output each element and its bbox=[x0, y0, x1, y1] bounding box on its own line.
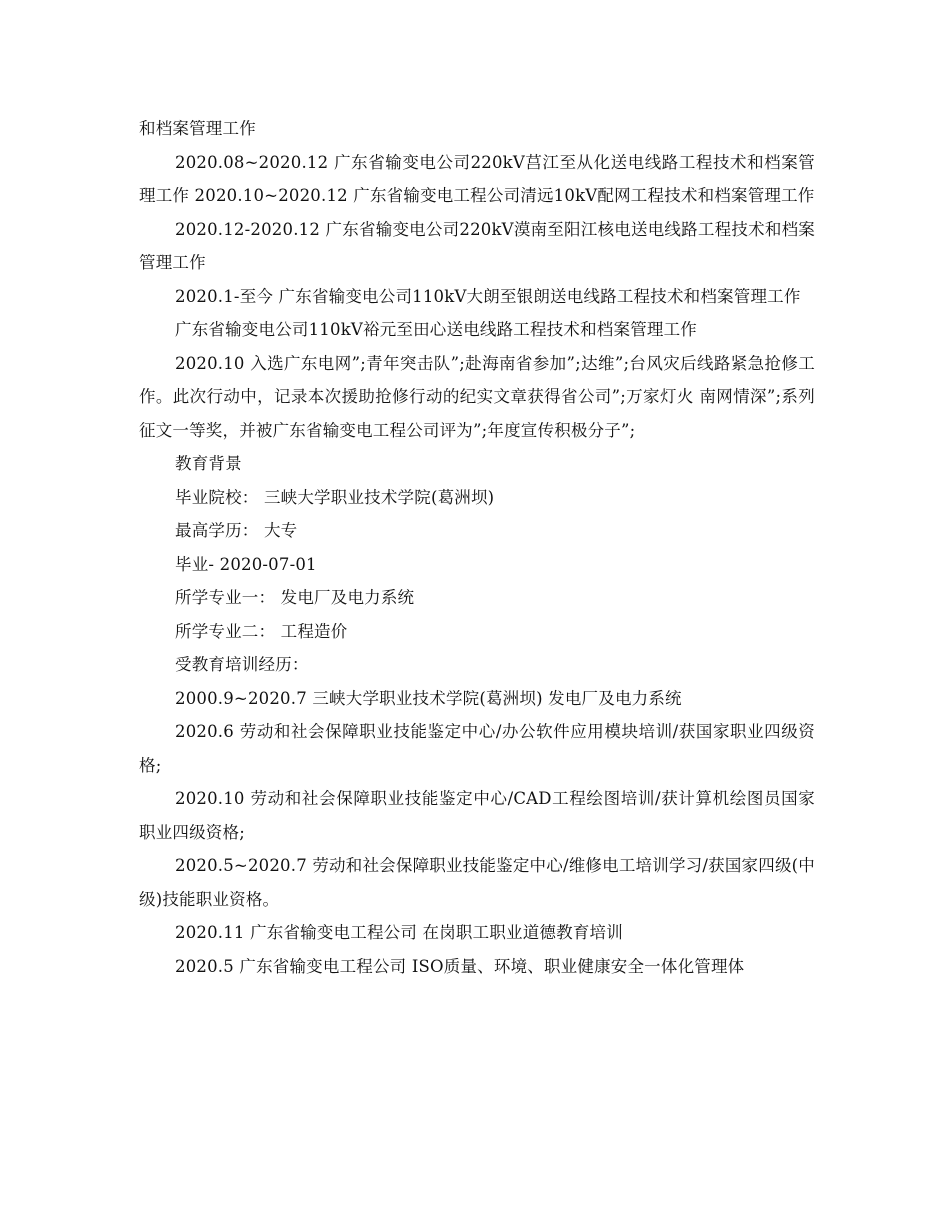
document-body bbox=[139, 112, 815, 983]
paragraph-work-2020-1: 2020.1-至今 广东省输变电公司110kV大朗至银朗送电线路工程技术和档案管理工作 bbox=[175, 286, 801, 306]
training-item-2020-11: 2020.11 广东省输变电工程公司 在岗职工职业道德教育培训 bbox=[175, 923, 623, 942]
section-heading-education: 教育背景 bbox=[175, 454, 242, 473]
paragraph-award-2020-10: 2020.10 入选广东电网”;青年突击队”;赴海南省参加”;达维”;台风灾后线路紧急抢修工作。此次行动中，记录本次援助抢修行动的纪实文章获得省公司”;万家灯火 南网情深”;系列征文一等奖，并被广东省输变电工程公司评为”;年度宣传积极分子”; bbox=[139, 353, 815, 440]
paragraph-continuation: 和档案管理工作 bbox=[139, 119, 256, 138]
field-major-two: 所学专业二： 工程造价 bbox=[175, 621, 348, 641]
paragraph-work-2020-12: 2020.12-2020.12 广东省输变电公司220kV漠南至阳江核电送电线路工程技术和档案管理工作 bbox=[139, 219, 815, 272]
section-heading-training: 受教育培训经历： bbox=[175, 655, 309, 674]
training-item-2020-5: 2020.5 广东省输变电工程公司 ISO质量、环境、职业健康安全一体化管理体 bbox=[175, 956, 745, 976]
field-major-one: 所学专业一： 发电厂及电力系统 bbox=[175, 588, 415, 607]
paragraph-work-2020-08: 2020.08~2020.12 广东省输变电公司220kV莒江至从化送电线路工程技术和档案管理工作 2020.10~2020.12 广东省输变电工程公司清远10kV配网工程技术和档案管理工作 bbox=[139, 152, 815, 205]
field-school: 毕业院校： 三峡大学职业技术学院(葛洲坝) bbox=[175, 487, 495, 507]
training-item-2020-6: 2020.6 劳动和社会保障职业技能鉴定中心/办公软件应用模块培训/获国家职业四级资格; bbox=[139, 722, 815, 775]
training-item-2000-9: 2000.9~2020.7 三峡大学职业技术学院(葛洲坝) 发电厂及电力系统 bbox=[175, 688, 682, 708]
field-graduation-date: 毕业- 2020-07-01 bbox=[175, 554, 317, 574]
training-item-2020-5-7: 2020.5~2020.7 劳动和社会保障职业技能鉴定中心/维修电工培训学习/获国家四级(中级)技能职业资格。 bbox=[139, 856, 815, 909]
field-degree: 最高学历： 大专 bbox=[175, 521, 298, 540]
paragraph-work-yuyuan: 广东省输变电公司110kV裕元至田心送电线路工程技术和档案管理工作 bbox=[175, 320, 698, 339]
training-item-2020-10: 2020.10 劳动和社会保障职业技能鉴定中心/CAD工程绘图培训/获计算机绘图员国家职业四级资格; bbox=[139, 789, 815, 842]
